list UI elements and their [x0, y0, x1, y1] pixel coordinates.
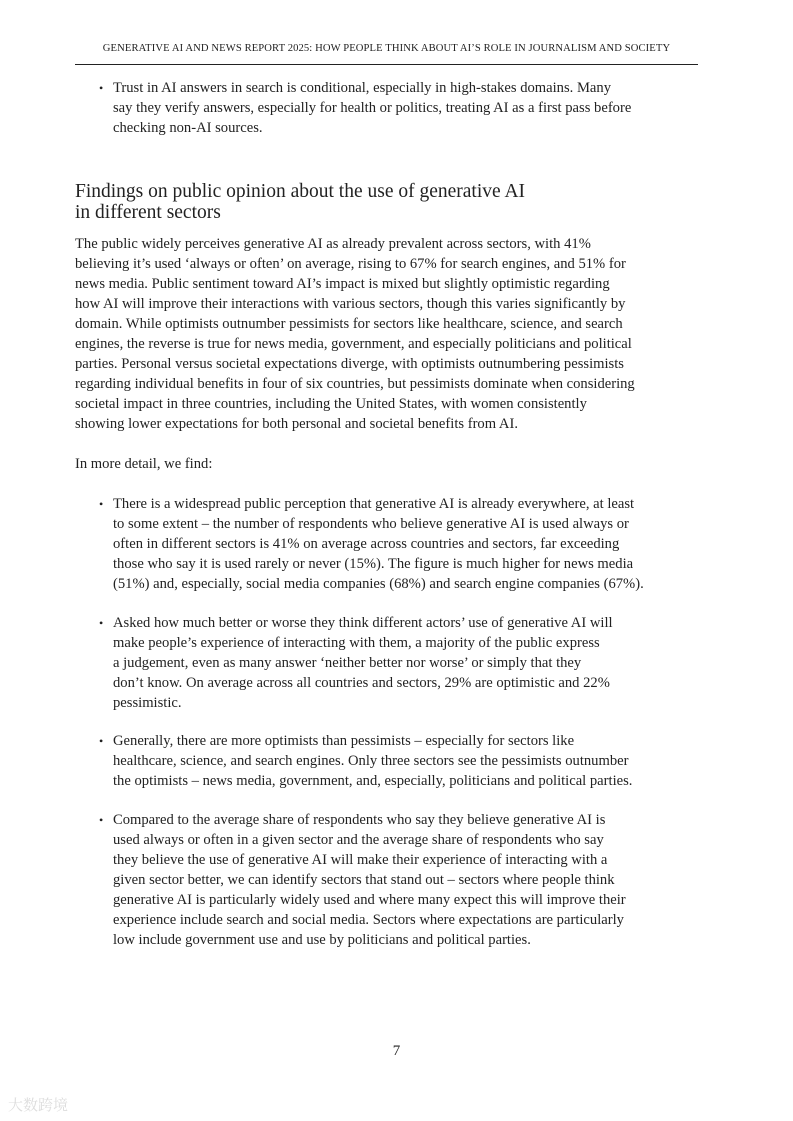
finding-bullet	[99, 494, 644, 594]
text-line: Compared to the average share of respondents who say they believe generative AI is	[113, 812, 606, 828]
finding-bullet	[99, 613, 613, 713]
text-line: healthcare, science, and search engines. Only three sectors see the pessimists outnumber	[113, 753, 629, 769]
text-line: how AI will improve their interactions with various sectors, though this varies significantly by	[75, 296, 626, 312]
text-line: experience include search and social media. Sectors where expectations are particularly	[113, 912, 624, 928]
text-line: Trust in AI answers in search is conditional, especially in high-stakes domains. Many	[113, 80, 612, 96]
text-line: There is a widespread public perception that generative AI is already everywhere, at least	[113, 496, 635, 512]
text-line: showing lower expectations for both personal and societal benefits from AI.	[75, 416, 518, 432]
text-line: news media. Public sentiment toward AI’s impact is mixed but slightly optimistic regarding	[75, 276, 610, 292]
text-line: engines, the reverse is true for news media, government, and especially politicians and political	[75, 336, 632, 352]
text-line: The public widely perceives generative AI as already prevalent across sectors, with 41%	[75, 236, 591, 252]
text-line: given sector better, we can identify sectors that stand out – sectors where people think	[113, 872, 615, 888]
text-line: Asked how much better or worse they think different actors’ use of generative AI will	[113, 615, 613, 631]
running-header: GENERATIVE AI AND NEWS REPORT 2025: HOW PEOPLE THINK ABOUT AI’S ROLE IN JOURNALISM AND SOCIETY	[102, 43, 671, 54]
text-line: often in different sectors is 41% on average across countries and sectors, far exceeding	[113, 536, 620, 552]
text-line: a judgement, even as many answer ‘neither better nor worse’ or simply that they	[113, 655, 582, 671]
text-line: generative AI is particularly widely used and where many expect this will improve their	[113, 892, 626, 908]
text-line: don’t know. On average across all countries and sectors, 29% are optimistic and 22%	[113, 675, 610, 691]
bullet-icon: •	[99, 497, 104, 511]
text-line: in different sectors	[75, 202, 221, 223]
text-line: they believe the use of generative AI will make their experience of interacting with a	[113, 852, 608, 868]
bullet-icon: •	[99, 616, 104, 630]
text-line: to some extent – the number of respondents who believe generative AI is used always or	[113, 516, 629, 532]
intro-bullet	[99, 78, 632, 138]
text-line: (51%) and, especially, social media companies (68%) and search engine companies (67%).	[113, 576, 644, 592]
detail-intro: In more detail, we find:	[75, 456, 213, 472]
text-line: the optimists – news media, government, and, especially, politicians and political parties.	[113, 773, 633, 789]
text-line: make people’s experience of interacting with them, a majority of the public express	[113, 635, 600, 651]
header-rule	[75, 64, 698, 65]
bullet-icon: •	[99, 81, 104, 95]
watermark-logo	[8, 1094, 68, 1115]
text-line: those who say it is used rarely or never (15%). The figure is much higher for news media	[113, 556, 634, 572]
text-line: domain. While optimists outnumber pessimists for sectors like healthcare, science, and search	[75, 316, 623, 332]
text-line: pessimistic.	[113, 695, 182, 711]
text-line: Generally, there are more optimists than pessimists – especially for sectors like	[113, 733, 575, 749]
bullet-icon: •	[99, 813, 104, 827]
section-heading	[75, 181, 525, 223]
text-line: used always or often in a given sector and the average share of respondents who say	[113, 832, 604, 848]
text-line: parties. Personal versus societal expectations diverge, with optimists outnumbering pessimists	[75, 356, 624, 372]
text-line: checking non-AI sources.	[113, 120, 263, 136]
summary-paragraph	[75, 234, 635, 434]
text-line: say they verify answers, especially for health or politics, treating AI as a first pass before	[113, 100, 632, 116]
text-line: regarding individual benefits in four of six countries, but pessimists dominate when considering	[75, 376, 635, 392]
text-line: low include government use and use by politicians and political parties.	[113, 932, 531, 948]
text-line: Findings on public opinion about the use of generative AI	[75, 181, 526, 202]
finding-bullet	[99, 810, 626, 950]
bullet-icon: •	[99, 734, 104, 748]
watermark-text: 大数跨境	[8, 1096, 69, 1114]
text-line: societal impact in three countries, including the United States, with women consistently	[75, 396, 587, 412]
page-number: 7	[392, 1043, 401, 1059]
finding-bullet	[99, 731, 633, 791]
text-line: believing it’s used ‘always or often’ on average, rising to 67% for search engines, and 51% for	[75, 256, 626, 272]
